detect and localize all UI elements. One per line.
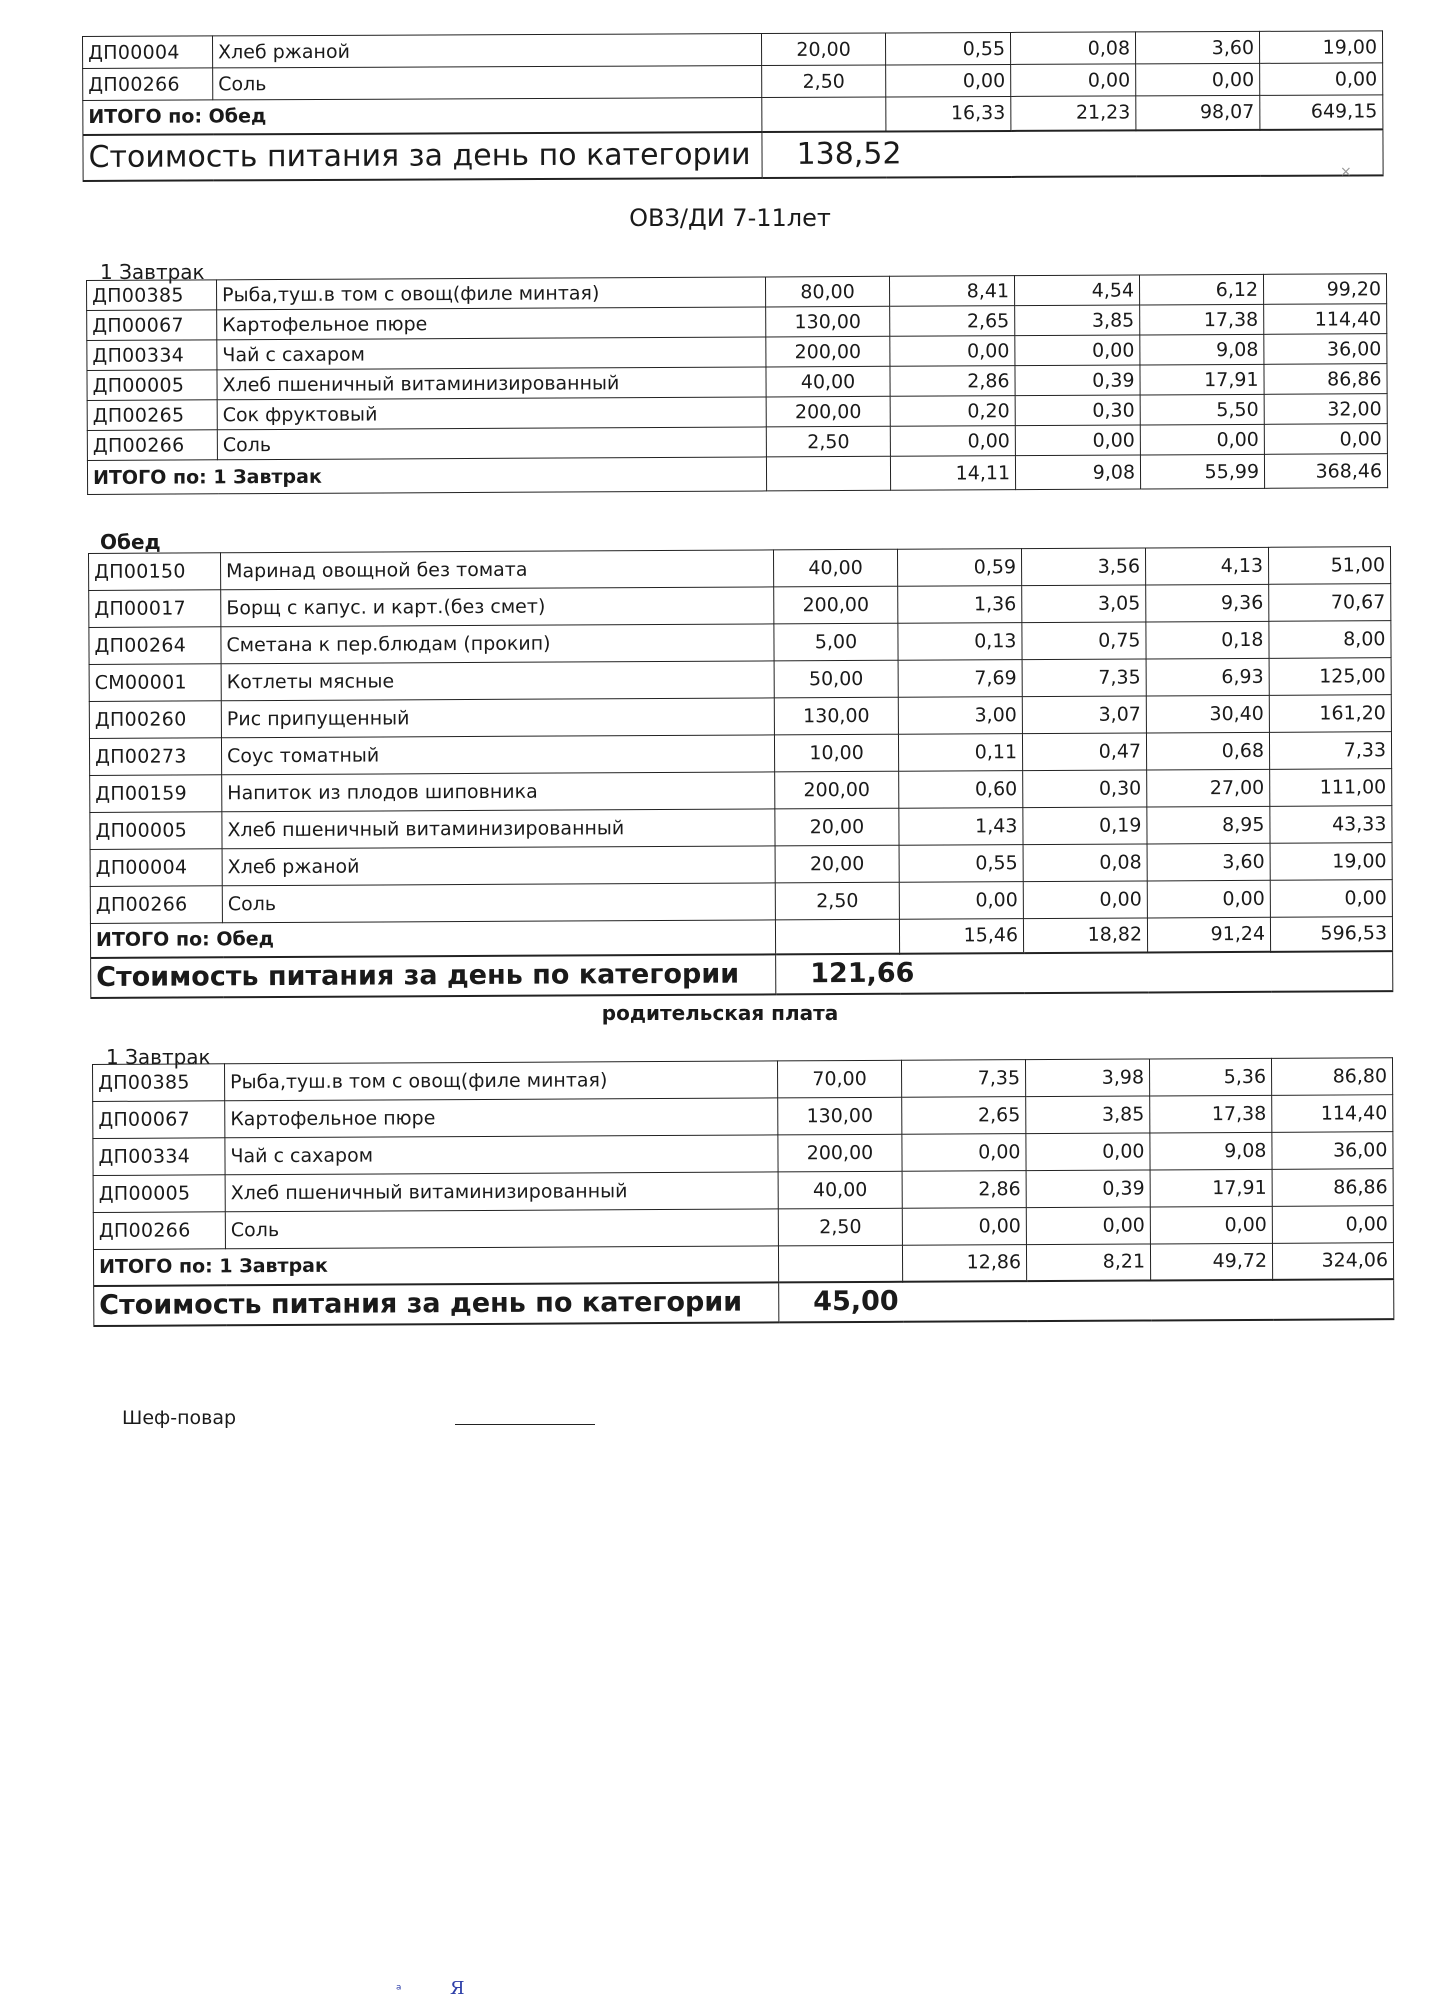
item-fat: 0,00 bbox=[1026, 1133, 1150, 1171]
item-quantity: 40,00 bbox=[773, 549, 897, 587]
chef-label: Шеф-повар bbox=[122, 1407, 237, 1429]
item-quantity: 40,00 bbox=[766, 366, 890, 397]
item-code: ДП00266 bbox=[90, 886, 222, 924]
item-kcal: 51,00 bbox=[1268, 547, 1390, 585]
item-code: ДП00334 bbox=[93, 1138, 225, 1176]
item-code: ДП00266 bbox=[83, 68, 213, 101]
section-label-breakfast: 1 Завтрак bbox=[106, 1045, 211, 1069]
total-kcal: 596,53 bbox=[1270, 917, 1392, 952]
item-kcal: 86,80 bbox=[1271, 1058, 1392, 1096]
total-kcal: 368,46 bbox=[1264, 454, 1387, 489]
item-code: ДП00334 bbox=[87, 340, 217, 371]
item-carbs: 3,60 bbox=[1135, 31, 1259, 64]
item-quantity: 5,00 bbox=[774, 623, 898, 661]
item-code: ДП00067 bbox=[87, 310, 217, 341]
item-kcal: 19,00 bbox=[1270, 843, 1392, 881]
total-kcal: 649,15 bbox=[1260, 95, 1383, 130]
ovz-breakfast-table bbox=[86, 273, 1388, 495]
total-protein: 12,86 bbox=[902, 1245, 1026, 1282]
item-kcal: 111,00 bbox=[1270, 769, 1392, 807]
total-fat: 9,08 bbox=[1015, 455, 1140, 490]
item-carbs: 0,00 bbox=[1140, 424, 1264, 455]
top-lunch-table bbox=[82, 30, 1384, 181]
item-name: Рыба,туш.в том с овощ(филе минтая) bbox=[217, 277, 766, 310]
item-carbs: 9,36 bbox=[1146, 584, 1269, 622]
item-quantity: 130,00 bbox=[778, 1097, 902, 1135]
bottom-handwritten-mark: Я bbox=[450, 1978, 465, 1999]
item-protein: 0,60 bbox=[899, 771, 1023, 809]
item-quantity: 10,00 bbox=[774, 734, 898, 772]
item-code: ДП00005 bbox=[90, 812, 222, 850]
item-carbs: 5,36 bbox=[1149, 1058, 1271, 1096]
item-quantity: 40,00 bbox=[778, 1171, 902, 1209]
item-carbs: 4,13 bbox=[1145, 547, 1268, 585]
item-kcal: 36,00 bbox=[1272, 1132, 1393, 1170]
total-carbs: 55,99 bbox=[1140, 454, 1264, 489]
item-protein: 0,20 bbox=[890, 396, 1015, 427]
item-carbs: 17,38 bbox=[1150, 1095, 1272, 1133]
item-fat: 3,98 bbox=[1025, 1059, 1149, 1097]
item-name: Соль bbox=[217, 427, 766, 460]
item-fat: 0,39 bbox=[1015, 365, 1140, 396]
item-kcal: 161,20 bbox=[1269, 695, 1391, 733]
item-quantity: 200,00 bbox=[766, 336, 890, 367]
scan-speck: × bbox=[1340, 164, 1352, 180]
item-quantity: 2,50 bbox=[775, 882, 899, 920]
item-name: Рыба,туш.в том с овощ(филе минтая) bbox=[225, 1061, 778, 1101]
item-kcal: 86,86 bbox=[1272, 1169, 1393, 1207]
item-fat: 0,47 bbox=[1022, 733, 1146, 771]
item-protein: 2,86 bbox=[890, 366, 1015, 397]
item-fat: 0,00 bbox=[1015, 335, 1140, 366]
item-name: Рис припущенный bbox=[221, 698, 774, 738]
total-protein: 15,46 bbox=[899, 919, 1023, 954]
total-row bbox=[83, 95, 1383, 135]
item-fat: 3,56 bbox=[1021, 548, 1145, 586]
item-fat: 0,00 bbox=[1015, 425, 1140, 456]
item-name: Борщ с капус. и карт.(без смет) bbox=[221, 587, 774, 627]
item-quantity: 200,00 bbox=[774, 586, 898, 624]
item-protein: 2,65 bbox=[902, 1097, 1026, 1135]
total-label: ИТОГО по: 1 Завтрак bbox=[93, 1246, 778, 1286]
item-name: Картофельное пюре bbox=[225, 1098, 778, 1138]
item-name: Хлеб ржаной bbox=[222, 846, 775, 886]
item-protein: 0,55 bbox=[899, 845, 1023, 883]
item-quantity: 200,00 bbox=[778, 1134, 902, 1172]
item-name: Хлеб пшеничный витаминизированный bbox=[222, 809, 775, 849]
cost-label: Стоимость питания за день по категории bbox=[91, 954, 776, 998]
item-fat: 0,00 bbox=[1011, 64, 1136, 97]
item-carbs: 0,00 bbox=[1147, 880, 1270, 918]
item-name: Чай с сахаром bbox=[225, 1135, 778, 1175]
item-protein: 0,00 bbox=[890, 426, 1015, 457]
item-code: ДП00265 bbox=[87, 400, 217, 431]
item-name: Хлеб пшеничный витаминизированный bbox=[225, 1172, 778, 1212]
category-heading-parent: родительская плата bbox=[601, 1001, 839, 1025]
item-quantity: 200,00 bbox=[766, 396, 890, 427]
item-quantity: 20,00 bbox=[761, 33, 885, 66]
item-protein: 1,43 bbox=[899, 808, 1023, 846]
item-carbs: 0,00 bbox=[1150, 1206, 1272, 1244]
item-protein: 0,59 bbox=[897, 549, 1021, 587]
item-protein: 0,11 bbox=[898, 734, 1022, 772]
cost-row bbox=[94, 1279, 1394, 1326]
total-label: ИТОГО по: Обед bbox=[90, 920, 775, 958]
item-kcal: 70,67 bbox=[1269, 584, 1391, 622]
total-kcal: 324,06 bbox=[1272, 1243, 1393, 1280]
total-label: ИТОГО по: Обед bbox=[83, 98, 762, 135]
item-name: Маринад овощной без томата bbox=[221, 550, 774, 590]
item-kcal: 99,20 bbox=[1263, 274, 1386, 305]
item-code: ДП00004 bbox=[90, 849, 222, 887]
item-quantity: 80,00 bbox=[765, 276, 889, 307]
item-kcal: 0,00 bbox=[1264, 424, 1387, 455]
item-carbs: 0,68 bbox=[1146, 732, 1269, 770]
item-quantity: 130,00 bbox=[774, 697, 898, 735]
item-carbs: 9,08 bbox=[1140, 334, 1264, 365]
total-protein: 14,11 bbox=[890, 456, 1015, 491]
item-carbs: 0,00 bbox=[1136, 63, 1260, 96]
item-name: Напиток из плодов шиповника bbox=[222, 772, 775, 812]
total-fat: 8,21 bbox=[1026, 1244, 1150, 1281]
item-name: Хлеб пшеничный витаминизированный bbox=[217, 367, 766, 400]
item-quantity: 70,00 bbox=[777, 1060, 901, 1098]
item-quantity: 2,50 bbox=[778, 1208, 902, 1246]
scan-speck: ᵃ bbox=[396, 1982, 402, 1998]
item-carbs: 17,91 bbox=[1140, 364, 1264, 395]
item-kcal: 7,33 bbox=[1269, 732, 1391, 770]
item-name: Сметана к пер.блюдам (прокип) bbox=[221, 624, 774, 664]
item-carbs: 3,60 bbox=[1147, 843, 1270, 881]
item-quantity: 50,00 bbox=[774, 660, 898, 698]
item-protein: 8,41 bbox=[889, 276, 1014, 307]
item-code: ДП00266 bbox=[93, 1212, 225, 1250]
item-name: Сок фруктовый bbox=[217, 397, 766, 430]
item-fat: 0,39 bbox=[1026, 1170, 1150, 1208]
ovz-lunch-table bbox=[88, 546, 1393, 998]
item-kcal: 125,00 bbox=[1269, 658, 1391, 696]
item-carbs: 0,18 bbox=[1146, 621, 1269, 659]
item-kcal: 32,00 bbox=[1264, 394, 1387, 425]
item-fat: 7,35 bbox=[1022, 659, 1146, 697]
item-code: ДП00260 bbox=[89, 701, 221, 739]
item-quantity: 130,00 bbox=[766, 306, 890, 337]
item-quantity: 20,00 bbox=[775, 808, 899, 846]
item-code: ДП00385 bbox=[87, 280, 217, 311]
item-protein: 2,65 bbox=[890, 306, 1015, 337]
item-protein: 0,00 bbox=[899, 882, 1023, 920]
section-label-breakfast: 1 Завтрак bbox=[100, 260, 205, 284]
item-kcal: 0,00 bbox=[1270, 880, 1392, 918]
item-carbs: 17,38 bbox=[1140, 304, 1264, 335]
item-code: ДП00273 bbox=[89, 738, 221, 776]
item-quantity: 2,50 bbox=[762, 65, 886, 98]
cost-value: 138,52 bbox=[762, 130, 1011, 177]
total-carbs: 49,72 bbox=[1150, 1243, 1272, 1280]
item-carbs: 9,08 bbox=[1150, 1132, 1272, 1170]
item-carbs: 30,40 bbox=[1146, 695, 1269, 733]
item-name: Соль bbox=[222, 883, 775, 923]
item-protein: 0,13 bbox=[898, 623, 1022, 661]
item-protein: 0,55 bbox=[885, 32, 1010, 65]
item-protein: 7,69 bbox=[898, 660, 1022, 698]
item-name: Соус томатный bbox=[221, 735, 774, 775]
item-code: ДП00266 bbox=[87, 430, 217, 461]
item-protein: 0,00 bbox=[902, 1208, 1026, 1246]
category-heading-ovz: ОВЗ/ДИ 7-11лет bbox=[629, 204, 831, 232]
item-protein: 1,36 bbox=[898, 586, 1022, 624]
cost-value: 121,66 bbox=[776, 953, 1024, 994]
item-code: ДП00067 bbox=[93, 1101, 225, 1139]
cost-label: Стоимость питания за день по категории bbox=[83, 132, 762, 181]
item-carbs: 6,93 bbox=[1146, 658, 1269, 696]
total-label: ИТОГО по: 1 Завтрак bbox=[87, 457, 766, 495]
item-protein: 0,00 bbox=[886, 64, 1011, 97]
item-quantity: 200,00 bbox=[775, 771, 899, 809]
item-code: ДП00004 bbox=[83, 36, 213, 69]
item-kcal: 36,00 bbox=[1264, 334, 1387, 365]
item-protein: 0,00 bbox=[890, 336, 1015, 367]
item-code: ДП00017 bbox=[89, 590, 221, 628]
item-kcal: 0,00 bbox=[1272, 1206, 1393, 1244]
item-fat: 0,00 bbox=[1026, 1207, 1150, 1245]
item-protein: 3,00 bbox=[898, 697, 1022, 735]
item-fat: 0,30 bbox=[1023, 770, 1147, 808]
item-fat: 0,00 bbox=[1023, 881, 1147, 919]
item-name: Соль bbox=[225, 1209, 778, 1249]
item-protein: 2,86 bbox=[902, 1171, 1026, 1209]
item-quantity: 20,00 bbox=[775, 845, 899, 883]
item-protein: 0,00 bbox=[902, 1134, 1026, 1172]
item-kcal: 114,40 bbox=[1264, 304, 1387, 335]
total-carbs: 91,24 bbox=[1147, 917, 1270, 952]
item-fat: 0,75 bbox=[1022, 622, 1146, 660]
item-name: Хлеб ржаной bbox=[213, 34, 762, 68]
cost-value: 45,00 bbox=[779, 1281, 1027, 1322]
section-label-lunch: Обед bbox=[100, 530, 161, 554]
cost-label: Стоимость питания за день по категории bbox=[94, 1282, 779, 1326]
item-carbs: 5,50 bbox=[1140, 394, 1264, 425]
item-kcal: 0,00 bbox=[1260, 63, 1383, 96]
cost-row bbox=[91, 951, 1393, 998]
item-fat: 4,54 bbox=[1014, 275, 1139, 306]
item-fat: 3,85 bbox=[1026, 1096, 1150, 1134]
item-code: ДП00264 bbox=[89, 627, 221, 665]
item-fat: 0,30 bbox=[1015, 395, 1140, 426]
item-kcal: 19,00 bbox=[1259, 31, 1382, 64]
item-code: ДП00150 bbox=[89, 553, 221, 591]
item-kcal: 43,33 bbox=[1270, 806, 1392, 844]
item-name: Картофельное пюре bbox=[217, 307, 766, 340]
total-fat: 21,23 bbox=[1011, 96, 1136, 131]
item-kcal: 86,86 bbox=[1264, 364, 1387, 395]
item-fat: 0,08 bbox=[1010, 32, 1135, 65]
item-kcal: 114,40 bbox=[1272, 1095, 1393, 1133]
total-protein: 16,33 bbox=[886, 96, 1011, 131]
item-carbs: 17,91 bbox=[1150, 1169, 1272, 1207]
cost-row bbox=[83, 129, 1383, 181]
item-name: Соль bbox=[213, 66, 762, 100]
item-carbs: 6,12 bbox=[1139, 274, 1263, 305]
item-kcal: 8,00 bbox=[1269, 621, 1391, 659]
item-code: ДП00385 bbox=[93, 1064, 225, 1102]
item-code: ДП00005 bbox=[93, 1175, 225, 1213]
signature-line bbox=[455, 1424, 595, 1425]
item-fat: 0,19 bbox=[1023, 807, 1147, 845]
item-fat: 3,85 bbox=[1015, 305, 1140, 336]
total-row bbox=[87, 454, 1387, 495]
item-fat: 3,05 bbox=[1022, 585, 1146, 623]
total-fat: 18,82 bbox=[1023, 918, 1147, 953]
item-carbs: 27,00 bbox=[1147, 769, 1270, 807]
item-carbs: 8,95 bbox=[1147, 806, 1270, 844]
item-name: Чай с сахаром bbox=[217, 337, 766, 370]
item-fat: 3,07 bbox=[1022, 696, 1146, 734]
item-protein: 7,35 bbox=[901, 1060, 1025, 1098]
item-code: ДП00159 bbox=[90, 775, 222, 813]
item-code: СМ00001 bbox=[89, 664, 221, 702]
parent-breakfast-table bbox=[92, 1057, 1394, 1326]
item-quantity: 2,50 bbox=[766, 426, 890, 457]
total-carbs: 98,07 bbox=[1136, 95, 1260, 130]
item-code: ДП00005 bbox=[87, 370, 217, 401]
item-name: Котлеты мясные bbox=[221, 661, 774, 701]
item-fat: 0,08 bbox=[1023, 844, 1147, 882]
